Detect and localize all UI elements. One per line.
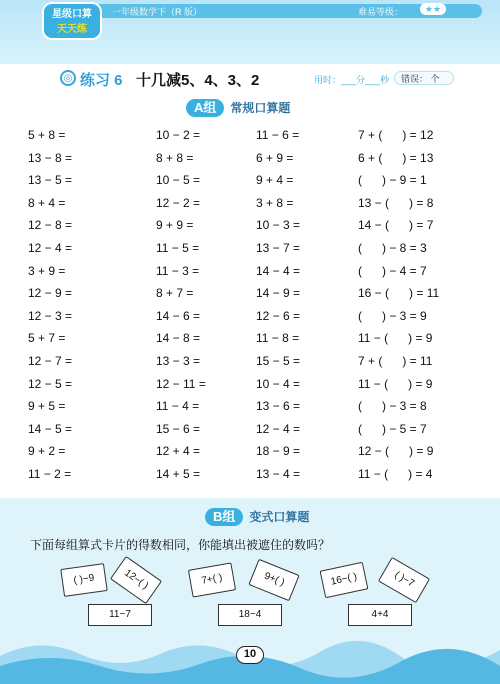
group-b-heading — [205, 508, 309, 526]
arithmetic-problem: 11 − ( ) = 9 — [358, 331, 433, 346]
arithmetic-problem: 12 − 6 = — [256, 308, 301, 323]
group-a-heading — [186, 99, 290, 117]
arithmetic-problem: 12 − 9 = — [28, 286, 73, 301]
arithmetic-row — [28, 260, 458, 283]
arithmetic-problem: 13 − 3 = — [156, 353, 201, 368]
group-a-badge: A组 — [186, 99, 224, 117]
logo-line-1: 星级口算 — [52, 9, 92, 20]
expression-card: 12−( ) — [110, 556, 162, 604]
arithmetic-problem: 13 − 4 = — [256, 466, 301, 481]
arithmetic-problem: 11 − 5 = — [156, 240, 200, 255]
arithmetic-problem: 15 − 6 = — [156, 421, 201, 436]
arithmetic-problem: 16 − ( ) = 11 — [358, 286, 440, 301]
arithmetic-problem: 14 − ( ) = 7 — [358, 218, 434, 233]
arithmetic-problem: 10 − 4 = — [256, 376, 301, 391]
arithmetic-problem: 10 − 5 = — [156, 173, 201, 188]
logo-line-2: 天天练 — [57, 24, 87, 35]
arithmetic-problem: 5 + 8 = — [28, 128, 66, 142]
arithmetic-row — [28, 373, 458, 396]
arithmetic-row — [28, 147, 458, 170]
arithmetic-problem: 14 + 5 = — [156, 466, 201, 481]
arithmetic-problem: 14 − 8 = — [156, 331, 201, 346]
page-number: 10 — [236, 646, 264, 664]
time-field[interactable]: 用时：___分___秒 — [314, 75, 390, 85]
arithmetic-problem: 11 − 4 = — [156, 399, 200, 414]
arithmetic-problem: 13 − 8 = — [28, 150, 73, 165]
arithmetic-problem: 12 − 5 = — [28, 376, 73, 391]
arithmetic-problem: 12 − 11 = — [156, 376, 206, 391]
expression-card: ( )−9 — [60, 563, 107, 597]
group-a-title: 常规口算题 — [230, 101, 291, 115]
arithmetic-problem: 6 + ( ) = 13 — [358, 150, 434, 165]
arithmetic-problem: 10 − 2 = — [156, 128, 201, 142]
arithmetic-row — [28, 440, 458, 463]
difficulty-label: 难易等级： — [358, 7, 404, 17]
arithmetic-problem: 8 + 4 = — [28, 195, 66, 210]
arithmetic-problem: 13 − 5 = — [28, 173, 73, 188]
arithmetic-problem: 12 − 8 = — [28, 218, 73, 233]
series-logo — [42, 2, 102, 40]
card-row — [62, 562, 452, 610]
arithmetic-problem: 13 − ( ) = 8 — [358, 195, 434, 210]
arithmetic-row — [28, 169, 458, 192]
arithmetic-problem: 18 − 9 = — [256, 444, 301, 459]
arithmetic-problem: 8 + 8 = — [156, 150, 194, 165]
error-count-field[interactable]: 错误： 个 — [394, 71, 454, 85]
arithmetic-problem: 6 + 9 = — [256, 150, 294, 165]
arithmetic-row — [28, 282, 458, 305]
arithmetic-problem: 3 + 9 = — [28, 263, 66, 278]
arithmetic-problem: ( ) − 3 = 8 — [358, 399, 427, 414]
arithmetic-problem: 11 − ( ) = 9 — [358, 376, 433, 391]
arithmetic-problem: 14 − 4 = — [256, 263, 301, 278]
arithmetic-problem: 9 + 9 = — [156, 218, 194, 233]
arithmetic-problem: 11 − 3 = — [156, 263, 200, 278]
exercise-icon: ◎ — [60, 70, 76, 86]
arithmetic-problem: 12 − 4 = — [256, 421, 301, 436]
arithmetic-problem: 14 − 5 = — [28, 421, 73, 436]
arithmetic-row — [28, 237, 458, 260]
arithmetic-problem: 8 + 7 = — [156, 286, 194, 301]
arithmetic-problem: 9 + 2 = — [28, 444, 66, 459]
arithmetic-row — [28, 124, 458, 147]
arithmetic-problem: 12 − 2 = — [156, 195, 201, 210]
arithmetic-problem: 12 + 4 = — [156, 444, 201, 459]
arithmetic-problem: 9 + 4 = — [256, 173, 294, 188]
arithmetic-problem: 13 − 7 = — [256, 240, 301, 255]
arithmetic-grid — [28, 124, 458, 486]
exercise-number: 练习 6 — [80, 72, 123, 89]
arithmetic-problem: 14 − 9 = — [256, 286, 301, 301]
arithmetic-problem: 10 − 3 = — [256, 218, 301, 233]
arithmetic-problem: 7 + ( ) = 12 — [358, 128, 434, 142]
arithmetic-problem: 12 − 4 = — [28, 240, 73, 255]
arithmetic-problem: 11 − 2 = — [28, 466, 72, 481]
group-b-badge: B组 — [205, 508, 243, 526]
arithmetic-row — [28, 463, 458, 486]
arithmetic-row — [28, 418, 458, 441]
arithmetic-problem: ( ) − 3 = 9 — [358, 308, 427, 323]
arithmetic-row — [28, 192, 458, 215]
arithmetic-row — [28, 214, 458, 237]
expression-card: 16−( ) — [320, 562, 369, 599]
expression-card: ( )−7 — [378, 557, 430, 603]
arithmetic-row — [28, 327, 458, 350]
arithmetic-problem: ( ) − 9 = 1 — [358, 173, 427, 188]
arithmetic-problem: 12 − 7 = — [28, 353, 73, 368]
exercise-topic: 十几减5、4、3、2 — [136, 72, 260, 89]
header-band — [0, 0, 500, 64]
series-label: 一年级数学下（R 版） — [112, 7, 203, 17]
arithmetic-problem: 12 − 3 = — [28, 308, 73, 323]
arithmetic-problem: ( ) − 8 = 3 — [358, 240, 427, 255]
arithmetic-problem: 3 + 8 = — [256, 195, 294, 210]
expression-card: 9+( ) — [248, 559, 299, 601]
arithmetic-row — [28, 305, 458, 328]
answer-box: 4+4 — [348, 604, 412, 626]
exercise-title-bar — [14, 68, 486, 90]
arithmetic-problem: 9 + 5 = — [28, 399, 66, 414]
group-b-title: 变式口算题 — [249, 510, 310, 524]
arithmetic-row — [28, 350, 458, 373]
arithmetic-problem: 11 − 8 = — [256, 331, 300, 346]
arithmetic-problem: 11 − ( ) = 4 — [358, 466, 433, 481]
arithmetic-problem: 5 + 7 = — [28, 331, 66, 346]
arithmetic-problem: 15 − 5 = — [256, 353, 301, 368]
arithmetic-problem: 11 − 6 = — [256, 128, 300, 142]
arithmetic-row — [28, 395, 458, 418]
arithmetic-problem: 13 − 6 = — [256, 399, 301, 414]
arithmetic-problem: ( ) − 4 = 7 — [358, 263, 427, 278]
arithmetic-problem: ( ) − 5 = 7 — [358, 421, 427, 436]
variant-question: 下面每组算式卡片的得数相同，你能填出被遮住的数吗？ — [30, 538, 331, 552]
arithmetic-problem: 12 − ( ) = 9 — [358, 444, 434, 459]
difficulty-stars: ★★ — [420, 3, 446, 15]
answer-box: 18−4 — [218, 604, 282, 626]
arithmetic-problem: 7 + ( ) = 11 — [358, 353, 433, 368]
expression-card: 7+( ) — [188, 562, 236, 597]
answer-box: 11−7 — [88, 604, 152, 626]
arithmetic-problem: 14 − 6 = — [156, 308, 201, 323]
